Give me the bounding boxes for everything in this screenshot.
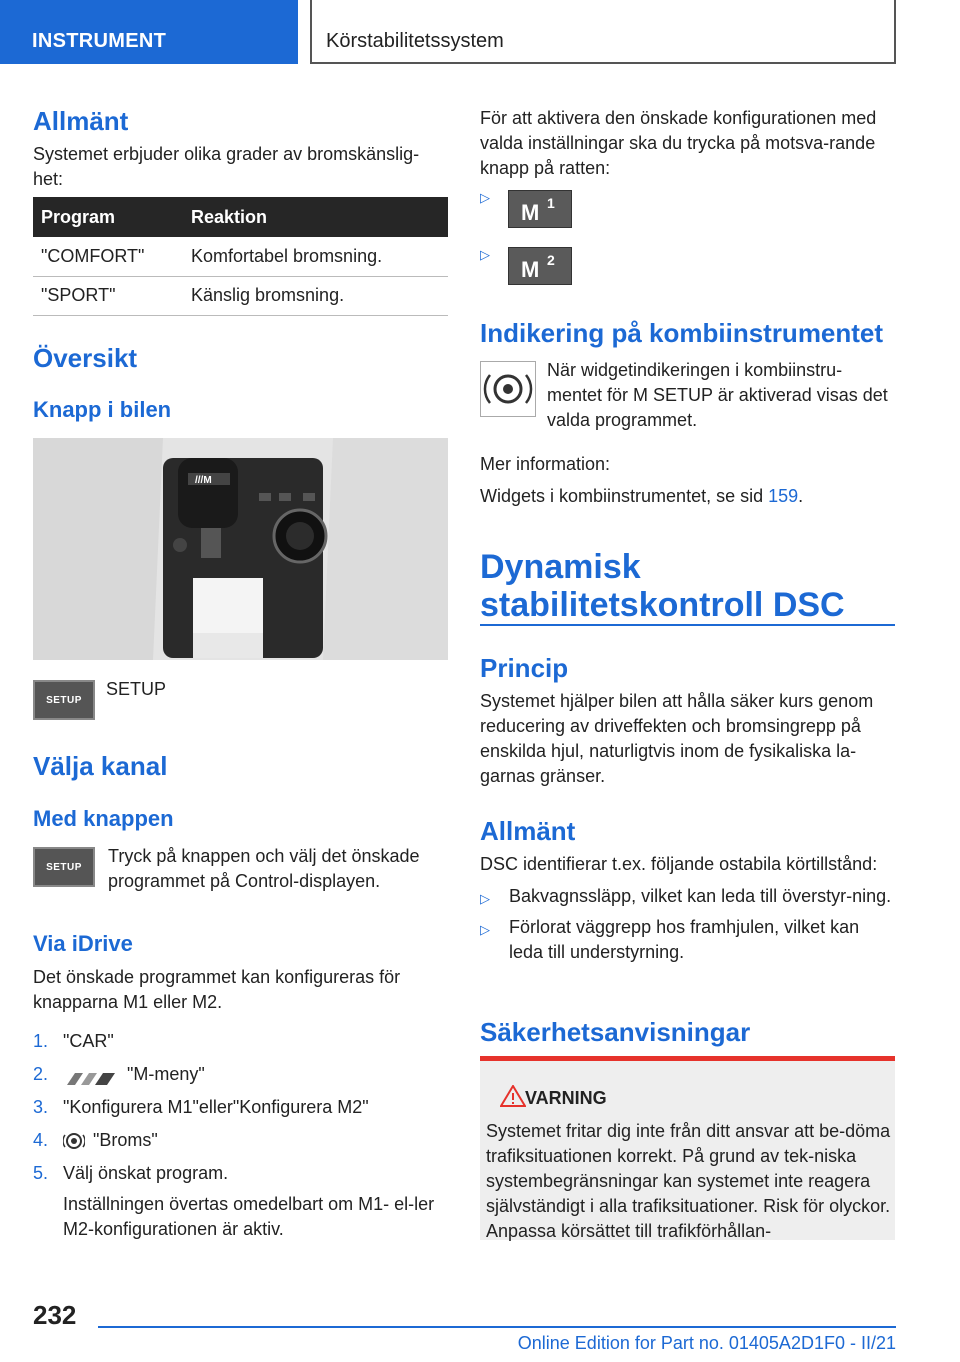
chapter-title: Körstabilitetssystem [326,30,504,52]
svg-text:///M: ///M [195,475,212,486]
list-item [33,1029,448,1054]
allmant-heading: Allmänt [33,106,129,136]
step-number: 2. [33,1064,49,1084]
list-item [33,1062,448,1087]
dsc-heading: Dynamisk stabilitetskontroll DSC [480,548,845,624]
setup-icon-text: SETUP [46,694,82,706]
princip-heading: Princip [480,653,569,683]
step-number: 4. [33,1130,49,1150]
bullet-triangle-icon: ▷ [480,190,490,205]
indikering-text: När widgetindikeringen i kombiinstru-mentet för M SETUP är aktiverad visas det valda programmet. [547,360,888,430]
sakerhet-heading: Säkerhetsanvisningar [480,1017,751,1047]
list-item [33,1095,448,1120]
edition-text: Online Edition for Part no. 01405A2D1F0 - II/21 [517,1333,896,1353]
warning-triangle-icon [500,1085,526,1107]
table-cell: Känslig bromsning. [183,276,448,315]
warning-title: VARNING [525,1088,607,1108]
allmant-text: Systemet erbjuder olika grader av bromskänslig-het: [33,144,420,189]
warning-box [480,1056,895,1240]
step-text: "M-meny" [127,1064,205,1084]
med-knappen-heading: Med knappen [33,806,174,831]
page-number: 232 [33,1300,77,1330]
step-text: "CAR" [63,1031,114,1051]
knapp-heading: Knapp i bilen [33,397,172,422]
brake-icon [63,1132,85,1150]
step-text: "Broms" [93,1130,158,1150]
heading-rule [480,624,895,626]
bullet-triangle-icon: ▷ [480,247,490,262]
setup-button-icon [33,847,95,887]
widgets-text: Widgets i kombiinstrumentet, se sid [480,486,769,506]
steps-list [33,1029,448,1250]
valja-kanal-heading: Välja kanal [33,751,168,781]
oversikt-heading: Översikt [33,343,138,373]
allmant-dsc-text: DSC identifierar t.ex. följande ostabila körtillstånd: [480,854,878,874]
setup-label: SETUP [106,679,167,699]
via-idrive-text: Det önskade programmet kan konfigureras för knapparna M1 eller M2. [33,967,401,1012]
table-row [33,276,448,315]
chapter-header [310,0,896,64]
list-item [33,1161,448,1242]
brake-widget-icon [480,361,536,417]
warning-text: Systemet fritar dig inte från ditt ansvar att be-döma trafiksituationen korrekt. På grund av tek-niska systembegränsningar kan systemet inte reagera självständigt i alla trafiksituationer. Risk för olyckor. Anpassa körsättet till trafikförhållan- [486,1121,891,1241]
table-cell: "COMFORT" [33,237,183,276]
svg-text:M: M [521,257,540,281]
table-row [33,237,448,276]
setup-button-icon [33,680,95,720]
step-number: 1. [33,1031,49,1051]
m1-button-icon [508,190,572,228]
list-item [480,884,895,909]
bullet-text: Bakvagnssläpp, vilket kan leda till överstyr-ning. [509,886,892,906]
section-tab [0,0,298,64]
table-cell: "SPORT" [33,276,183,315]
bullet-triangle-icon: ▷ [480,922,490,937]
indikering-heading: Indikering på kombiinstrumentet [480,318,884,348]
widgets-reference [480,484,895,509]
princip-text: Systemet hjälper bilen att hålla säker kurs genom reducering av driveffekten och bromsingrepp på enskilda hjul, naturligtvis inom de fysikaliska la-garnas gränser. [480,691,874,786]
list-item [33,1128,448,1153]
allmant-dsc-heading: Allmänt [480,816,576,846]
svg-text:M: M [521,200,540,224]
table-header [33,197,448,237]
aktivera-text: För att aktivera den önskade konfigurationen med valda inställningar ska du trycka på motsva-rande knapp på ratten: [480,108,877,178]
table-cell: Komfortabel bromsning. [183,237,448,276]
step-text: Välj önskat program. [63,1163,229,1183]
svg-text:1: 1 [547,195,555,211]
console-photo [33,438,448,660]
via-idrive-heading: Via iDrive [33,931,133,956]
mer-info-text: Mer information: [480,454,611,474]
table-header-program: Program [33,197,183,237]
program-table [33,197,448,316]
footer-rule [98,1326,896,1328]
step-text: "Konfigurera M1"eller"Konfigurera M2" [63,1097,369,1117]
svg-text:2: 2 [547,252,555,268]
m2-button-icon [508,247,572,285]
med-knappen-text: Tryck på knappen och välj det önskade programmet på Control-displayen. [108,846,420,891]
bullet-text: Förlorat väggrepp hos framhjulen, vilket kan leda till understyrning. [509,917,860,962]
section-label: INSTRUMENT [32,30,167,52]
bullet-triangle-icon: ▷ [480,891,490,906]
step-note: Inställningen övertas omedelbart om M1- el-ler M2-konfigurationen är aktiv. [63,1194,435,1239]
m-logo-icon [63,1068,119,1082]
list-item [480,915,895,965]
table-header-reaktion: Reaktion [183,197,448,237]
dsc-bullets [480,884,895,965]
widgets-end: . [798,486,804,506]
setup-icon-text: SETUP [46,861,82,873]
step-number: 5. [33,1163,49,1183]
step-number: 3. [33,1097,49,1117]
page-link[interactable]: 159 [768,486,799,506]
